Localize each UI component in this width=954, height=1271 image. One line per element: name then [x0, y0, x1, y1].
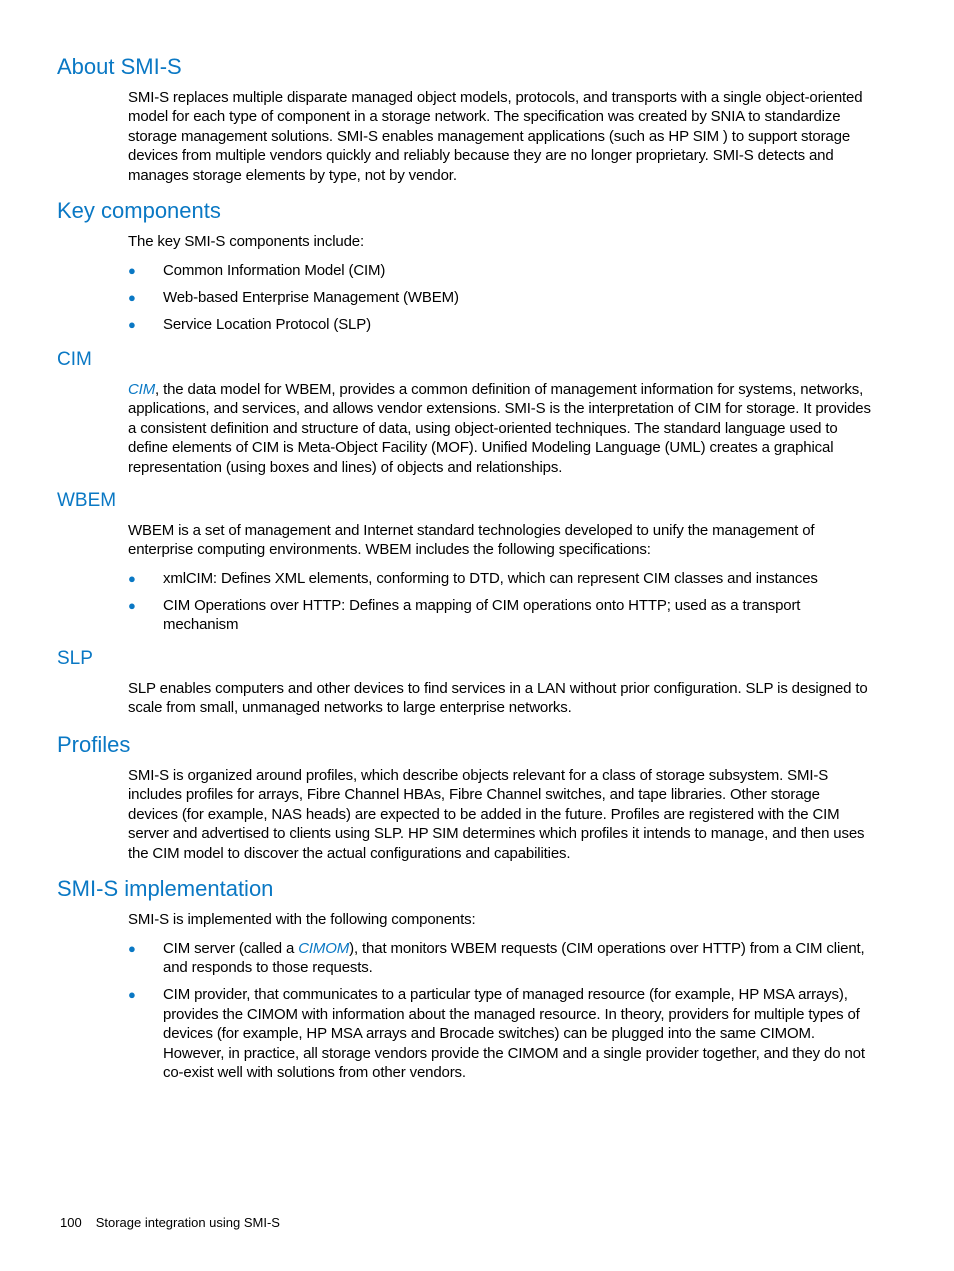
- profiles-paragraph: SMI-S is organized around profiles, which describe objects relevant for a class of storage subsystem. SMI-S includes profiles for arrays, Fibre Channel HBAs, Fibre Channel switches, and tape libraries. Other storage devices (for example, NAS heads) are expected to be added in the future. Profiles are registered with the CIM server and advertised to clients using SLP. HP SIM determines which profiles it intends to manage, and then uses the CIM model to discover the actual configurations and capabilities.: [128, 767, 865, 862]
- list-item: [128, 596, 872, 635]
- section-heading-about-smi-s: About SMI-S: [57, 54, 182, 79]
- list-item: [128, 315, 872, 334]
- list-item: [128, 261, 872, 280]
- wbem-paragraph: WBEM is a set of management and Internet standard technologies developed to unify the management of enterprise computing environments. WBEM includes the following specifications:: [128, 522, 815, 559]
- list-item-text: [163, 940, 865, 976]
- list-item-text: CIM provider, that communicates to a particular type of managed resource (for example, HP MSA arrays), provides the CIMOM with information about the managed resource. In theory, providers for multiple types of devices (for example, HP MSA arrays and Brocade switches) can be plugged into the same CIMOM. However, in practice, all storage vendors provide the CIMOM and a single provider together, and they do not co-exist well with solutions from other vendors.: [163, 986, 865, 1082]
- wbem-spec-list: [128, 569, 872, 635]
- list-item-text: Web-based Enterprise Management (WBEM): [163, 289, 459, 306]
- footer-chapter-title: Storage integration using SMI-S: [95, 1215, 280, 1230]
- cim-paragraph: [128, 380, 872, 477]
- bullet-icon: ●: [128, 941, 136, 956]
- cim-paragraph-text: , the data model for WBEM, provides a common definition of management information for systems, networks, applications, and services, and allows vendor extensions. SMI-S is the interpretation of CIM for storage. It provides a consistent definition and structure of data, using object-oriented techniques. The standard language used to define elements of CIM is Meta-Object Facility (MOF). Unified Modeling Language (UML) creates a graphical representation (using boxes and lines) of objects and relationships.: [128, 381, 871, 476]
- subsection-heading-slp: SLP: [57, 648, 93, 669]
- cim-server-text-start: CIM server (called a: [163, 940, 299, 957]
- key-components-list: [128, 261, 872, 334]
- page-footer: [60, 1215, 280, 1230]
- list-item: [128, 939, 872, 978]
- bullet-icon: ●: [128, 263, 136, 278]
- cimom-link[interactable]: CIMOM: [298, 940, 350, 957]
- about-paragraph: SMI-S replaces multiple disparate managed object models, protocols, and transports with a single object-oriented model for each type of component in a storage network. The specification was created by SNIA to standardize storage management solutions. SMI-S enables management applications (such as HP SIM ) to support storage devices from multiple vendors quickly and reliably because they are no longer proprietary. SMI-S detects and manages storage elements by type, not by vendor.: [128, 89, 863, 184]
- bullet-icon: ●: [128, 571, 136, 586]
- section-heading-key-components: Key components: [57, 198, 221, 223]
- cim-server-text-end: ), that monitors WBEM requests (CIM operations over HTTP) from a CIM client, and responds to those requests.: [163, 940, 865, 977]
- subsection-heading-cim: CIM: [57, 349, 92, 370]
- key-components-intro: The key SMI-S components include:: [128, 233, 364, 250]
- section-heading-profiles: Profiles: [57, 732, 131, 757]
- page-number: 100: [60, 1215, 82, 1230]
- list-item: [128, 569, 872, 588]
- bullet-icon: ●: [128, 598, 136, 613]
- bullet-icon: ●: [128, 290, 136, 305]
- implementation-components-list: [128, 939, 872, 1082]
- list-item: [128, 985, 872, 1082]
- list-item-text: xmlCIM: Defines XML elements, conforming to DTD, which can represent CIM classes and instances: [163, 570, 818, 587]
- list-item-text: CIM Operations over HTTP: Defines a mapping of CIM operations onto HTTP; used as a transport mechanism: [163, 597, 801, 634]
- section-heading-smi-s-implementation: SMI-S implementation: [57, 876, 274, 901]
- list-item-text: Service Location Protocol (SLP): [163, 316, 371, 333]
- implementation-intro: SMI-S is implemented with the following components:: [128, 911, 476, 928]
- list-item-text: Common Information Model (CIM): [163, 262, 386, 279]
- slp-paragraph: SLP enables computers and other devices to find services in a LAN without prior configuration. SLP is designed to scale from small, unmanaged networks to large enterprise networks.: [128, 680, 868, 717]
- bullet-icon: ●: [128, 987, 136, 1003]
- bullet-icon: ●: [128, 317, 136, 332]
- cim-link[interactable]: CIM: [128, 381, 156, 398]
- list-item: [128, 288, 872, 307]
- subsection-heading-wbem: WBEM: [57, 490, 117, 511]
